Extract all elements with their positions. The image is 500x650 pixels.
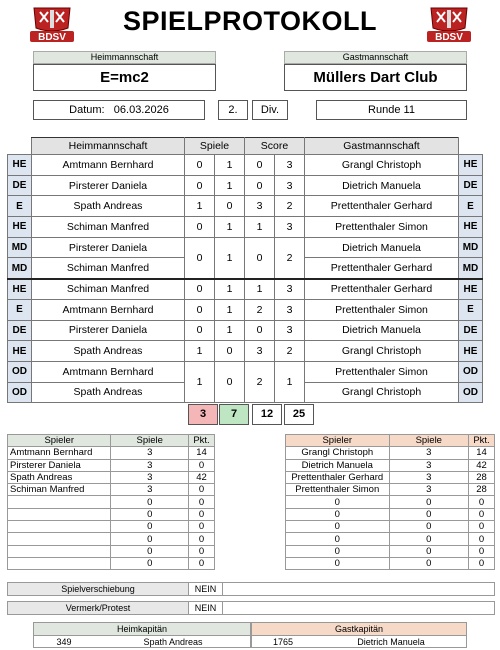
match-row [8, 196, 483, 217]
match-row [8, 175, 483, 196]
guest-players-header-spieler: Spieler [286, 435, 390, 447]
player-pkt[interactable]: 0 [189, 557, 215, 569]
player-name[interactable]: 0 [286, 496, 390, 508]
match-s2[interactable]: 0 [215, 341, 245, 362]
match-s1[interactable]: 1 [185, 341, 215, 362]
header-home: Heimmannschaft [32, 138, 185, 155]
match-sc1[interactable]: 0 [245, 175, 275, 196]
home-players-table [7, 434, 215, 570]
match-guest-player[interactable]: Prettenthaler Gerhard [305, 279, 459, 300]
spielverschiebung-row [7, 582, 495, 596]
guest-players-header-pkt: Pkt. [469, 435, 495, 447]
header-spiele: Spiele [185, 138, 245, 155]
match-s1[interactable]: 1 [185, 196, 215, 217]
match-guest-player[interactable]: Grangl Christoph [305, 155, 459, 176]
player-name[interactable] [8, 521, 111, 533]
player-name[interactable]: 0 [286, 545, 390, 557]
player-row [286, 459, 495, 471]
match-sc1[interactable]: 1 [245, 217, 275, 238]
match-code-right: E [459, 196, 483, 217]
player-pkt[interactable]: 14 [469, 447, 495, 459]
match-code-right: MD [459, 237, 483, 258]
player-name[interactable]: Dietrich Manuela [286, 459, 390, 471]
total-guest-score: 25 [284, 404, 314, 425]
match-guest-player[interactable]: Prettenthaler Simon [305, 361, 459, 382]
match-sc2[interactable]: 3 [275, 155, 305, 176]
match-code-left: OD [8, 361, 32, 382]
player-pkt[interactable]: 0 [189, 545, 215, 557]
vermerk-label: Vermerk/Protest [8, 602, 189, 614]
match-sc1[interactable]: 0 [245, 155, 275, 176]
player-pkt[interactable]: 0 [189, 484, 215, 496]
player-spiele[interactable]: 0 [389, 496, 469, 508]
player-pkt[interactable]: 28 [469, 471, 495, 483]
match-sc2[interactable]: 3 [275, 299, 305, 320]
player-row [8, 471, 215, 483]
guest-captain-box [251, 622, 467, 648]
match-code-left: HE [8, 341, 32, 362]
player-spiele[interactable]: 3 [389, 447, 469, 459]
player-pkt[interactable]: 0 [469, 545, 495, 557]
match-guest-player[interactable]: Dietrich Manuela [305, 237, 459, 258]
round-field[interactable]: Runde 11 [316, 100, 467, 120]
guest-players-table [285, 434, 495, 570]
match-code-left: OD [8, 382, 32, 403]
date-label: Datum: [69, 104, 105, 116]
player-spiele[interactable]: 0 [111, 545, 189, 557]
match-sc1[interactable]: 2 [245, 361, 275, 402]
player-spiele[interactable]: 3 [111, 459, 189, 471]
match-row [8, 279, 483, 300]
match-s1[interactable]: 0 [185, 155, 215, 176]
home-team-name[interactable]: E=mc2 [33, 64, 216, 91]
home-captain-name[interactable]: Spath Andreas [143, 637, 203, 647]
player-row [8, 459, 215, 471]
spielverschiebung-value[interactable]: NEIN [189, 583, 223, 595]
match-code-right: E [459, 299, 483, 320]
player-pkt[interactable]: 0 [469, 557, 495, 569]
player-pkt[interactable]: 42 [189, 471, 215, 483]
match-sc2[interactable]: 3 [275, 320, 305, 341]
match-sc1[interactable]: 0 [245, 237, 275, 278]
match-s1[interactable]: 0 [185, 279, 215, 300]
player-spiele[interactable]: 0 [111, 508, 189, 520]
match-home-player[interactable]: Spath Andreas [32, 196, 185, 217]
match-s2[interactable]: 1 [215, 175, 245, 196]
player-row [286, 545, 495, 557]
match-guest-player[interactable]: Dietrich Manuela [305, 175, 459, 196]
match-s2[interactable]: 1 [215, 237, 245, 278]
header-guest: Gastmannschaft [305, 138, 459, 155]
home-captain-box [33, 622, 251, 648]
match-code-right: MD [459, 258, 483, 279]
match-row [8, 237, 483, 258]
match-home-player[interactable]: Amtmann Bernhard [32, 361, 185, 382]
player-name[interactable] [8, 545, 111, 557]
player-row [286, 508, 495, 520]
player-name[interactable]: Grangl Christoph [286, 447, 390, 459]
match-code-right: OD [459, 361, 483, 382]
player-name[interactable]: Prettenthaler Gerhard [286, 471, 390, 483]
spielverschiebung-label: Spielverschiebung [8, 583, 189, 595]
player-name[interactable]: Amtmann Bernhard [8, 447, 111, 459]
logo-text: BDSV [435, 32, 463, 43]
player-row [8, 533, 215, 545]
player-pkt[interactable]: 0 [469, 521, 495, 533]
match-home-player[interactable]: Pirsterer Daniela [32, 237, 185, 258]
match-s1[interactable]: 0 [185, 217, 215, 238]
player-name[interactable]: Spath Andreas [8, 471, 111, 483]
match-code-left: E [8, 196, 32, 217]
date-value: 06.03.2026 [113, 104, 169, 116]
division-number[interactable]: 2. [218, 100, 248, 120]
home-players-header-spieler: Spieler [8, 435, 111, 447]
match-s2[interactable]: 1 [215, 279, 245, 300]
player-pkt[interactable]: 0 [189, 533, 215, 545]
player-row [286, 496, 495, 508]
player-name[interactable]: 0 [286, 521, 390, 533]
match-code-right: HE [459, 217, 483, 238]
guest-team-label: Gastmannschaft [284, 51, 467, 64]
match-sc2[interactable]: 3 [275, 279, 305, 300]
player-name[interactable]: Prettenthaler Simon [286, 484, 390, 496]
guest-players-header-spiele: Spiele [389, 435, 469, 447]
match-home-player[interactable]: Spath Andreas [32, 382, 185, 403]
player-name[interactable]: Pirsterer Daniela [8, 459, 111, 471]
division-label: Div. [252, 100, 288, 120]
player-row [8, 521, 215, 533]
match-guest-player[interactable]: Prettenthaler Gerhard [305, 196, 459, 217]
match-guest-player[interactable]: Prettenthaler Gerhard [305, 258, 459, 279]
player-row [8, 496, 215, 508]
player-spiele[interactable]: 3 [111, 447, 189, 459]
match-home-player[interactable]: Pirsterer Daniela [32, 175, 185, 196]
match-row [8, 320, 483, 341]
match-s1[interactable]: 1 [185, 361, 215, 402]
player-pkt[interactable]: 0 [189, 521, 215, 533]
player-name[interactable]: Schiman Manfred [8, 484, 111, 496]
player-spiele[interactable]: 0 [111, 557, 189, 569]
player-spiele[interactable]: 0 [111, 533, 189, 545]
player-spiele[interactable]: 0 [389, 533, 469, 545]
match-s1[interactable]: 0 [185, 237, 215, 278]
player-row [8, 484, 215, 496]
match-row [8, 217, 483, 238]
match-code-left: HE [8, 217, 32, 238]
player-name[interactable]: 0 [286, 557, 390, 569]
player-spiele[interactable]: 0 [111, 521, 189, 533]
match-sc2[interactable]: 2 [275, 341, 305, 362]
match-sc2[interactable]: 2 [275, 196, 305, 217]
player-name[interactable] [8, 508, 111, 520]
match-code-left: HE [8, 279, 32, 300]
player-pkt[interactable]: 42 [469, 459, 495, 471]
guest-captain-name[interactable]: Dietrich Manuela [357, 637, 425, 647]
match-code-left: DE [8, 320, 32, 341]
match-code-left: E [8, 299, 32, 320]
match-sc2[interactable]: 2 [275, 237, 305, 278]
guest-team-name[interactable]: Müllers Dart Club [284, 64, 467, 91]
player-row [286, 521, 495, 533]
match-code-left: MD [8, 258, 32, 279]
total-guest-spiele: 7 [219, 404, 249, 425]
player-row [286, 471, 495, 483]
player-pkt[interactable]: 0 [469, 496, 495, 508]
player-spiele[interactable]: 3 [389, 484, 469, 496]
match-guest-player[interactable]: Prettenthaler Simon [305, 217, 459, 238]
player-name[interactable] [8, 557, 111, 569]
match-sc1[interactable]: 1 [245, 279, 275, 300]
match-s1[interactable]: 0 [185, 299, 215, 320]
match-row [8, 341, 483, 362]
player-spiele[interactable]: 3 [111, 471, 189, 483]
player-spiele[interactable]: 3 [389, 471, 469, 483]
player-pkt[interactable]: 14 [189, 447, 215, 459]
player-pkt[interactable]: 0 [189, 508, 215, 520]
header-score: Score [245, 138, 305, 155]
home-captain-number[interactable]: 349 [56, 637, 72, 647]
player-name[interactable] [8, 533, 111, 545]
match-sc1[interactable]: 2 [245, 299, 275, 320]
date-field[interactable] [33, 100, 205, 120]
match-s2[interactable]: 1 [215, 217, 245, 238]
logo-text: BDSV [38, 32, 66, 43]
player-spiele[interactable]: 0 [389, 508, 469, 520]
match-s1[interactable]: 0 [185, 320, 215, 341]
match-sc1[interactable]: 3 [245, 341, 275, 362]
match-home-player[interactable]: Amtmann Bernhard [32, 299, 185, 320]
match-sc2[interactable]: 3 [275, 175, 305, 196]
player-row [286, 533, 495, 545]
player-spiele[interactable]: 0 [389, 557, 469, 569]
match-code-right: OD [459, 382, 483, 403]
match-code-right: DE [459, 175, 483, 196]
match-guest-player[interactable]: Dietrich Manuela [305, 320, 459, 341]
match-code-right: DE [459, 320, 483, 341]
match-sc2[interactable]: 3 [275, 217, 305, 238]
player-spiele[interactable]: 0 [389, 521, 469, 533]
match-table [7, 137, 483, 403]
player-name[interactable]: 0 [286, 508, 390, 520]
guest-captain-label: Gastkapitän [252, 623, 466, 636]
match-row [8, 361, 483, 382]
player-pkt[interactable]: 0 [189, 459, 215, 471]
player-row [8, 557, 215, 569]
match-code-left: MD [8, 237, 32, 258]
page-title: SPIELPROTOKOLL [122, 6, 378, 36]
total-home-spiele: 3 [188, 404, 218, 425]
player-row [8, 447, 215, 459]
player-pkt[interactable]: 0 [469, 533, 495, 545]
match-sc1[interactable]: 0 [245, 320, 275, 341]
match-s2[interactable]: 1 [215, 320, 245, 341]
match-code-right: HE [459, 155, 483, 176]
player-spiele[interactable]: 0 [111, 496, 189, 508]
player-name[interactable] [8, 496, 111, 508]
player-pkt[interactable]: 28 [469, 484, 495, 496]
match-row [8, 299, 483, 320]
match-home-player[interactable]: Pirsterer Daniela [32, 320, 185, 341]
match-home-player[interactable]: Spath Andreas [32, 341, 185, 362]
player-spiele[interactable]: 3 [389, 459, 469, 471]
match-sc2[interactable]: 1 [275, 361, 305, 402]
vermerk-value[interactable]: NEIN [189, 602, 223, 614]
home-team-label: Heimmannschaft [33, 51, 216, 64]
player-pkt[interactable]: 0 [189, 496, 215, 508]
home-captain-label: Heimkapitän [34, 623, 250, 636]
player-row [286, 484, 495, 496]
player-spiele[interactable]: 3 [111, 484, 189, 496]
player-row [286, 447, 495, 459]
home-players-header-spiele: Spiele [111, 435, 189, 447]
match-sc1[interactable]: 3 [245, 196, 275, 217]
player-row [286, 557, 495, 569]
match-code-right: HE [459, 279, 483, 300]
player-row [8, 545, 215, 557]
match-row [8, 155, 483, 176]
match-code-left: HE [8, 155, 32, 176]
match-s2[interactable]: 0 [215, 361, 245, 402]
match-s2[interactable]: 0 [215, 196, 245, 217]
match-home-player[interactable]: Schiman Manfred [32, 258, 185, 279]
vermerk-row [7, 601, 495, 615]
match-s2[interactable]: 1 [215, 155, 245, 176]
total-home-score: 12 [252, 404, 282, 425]
player-spiele[interactable]: 0 [389, 545, 469, 557]
match-code-left: DE [8, 175, 32, 196]
player-pkt[interactable]: 0 [469, 508, 495, 520]
match-home-player[interactable]: Amtmann Bernhard [32, 155, 185, 176]
match-guest-player[interactable]: Grangl Christoph [305, 382, 459, 403]
home-players-header-pkt: Pkt. [189, 435, 215, 447]
match-s1[interactable]: 0 [185, 175, 215, 196]
guest-captain-number[interactable]: 1765 [272, 637, 294, 647]
match-guest-player[interactable]: Prettenthaler Simon [305, 299, 459, 320]
player-name[interactable]: 0 [286, 533, 390, 545]
match-guest-player[interactable]: Grangl Christoph [305, 341, 459, 362]
match-home-player[interactable]: Schiman Manfred [32, 217, 185, 238]
player-row [8, 508, 215, 520]
match-s2[interactable]: 1 [215, 299, 245, 320]
match-home-player[interactable]: Schiman Manfred [32, 279, 185, 300]
match-code-right: HE [459, 341, 483, 362]
